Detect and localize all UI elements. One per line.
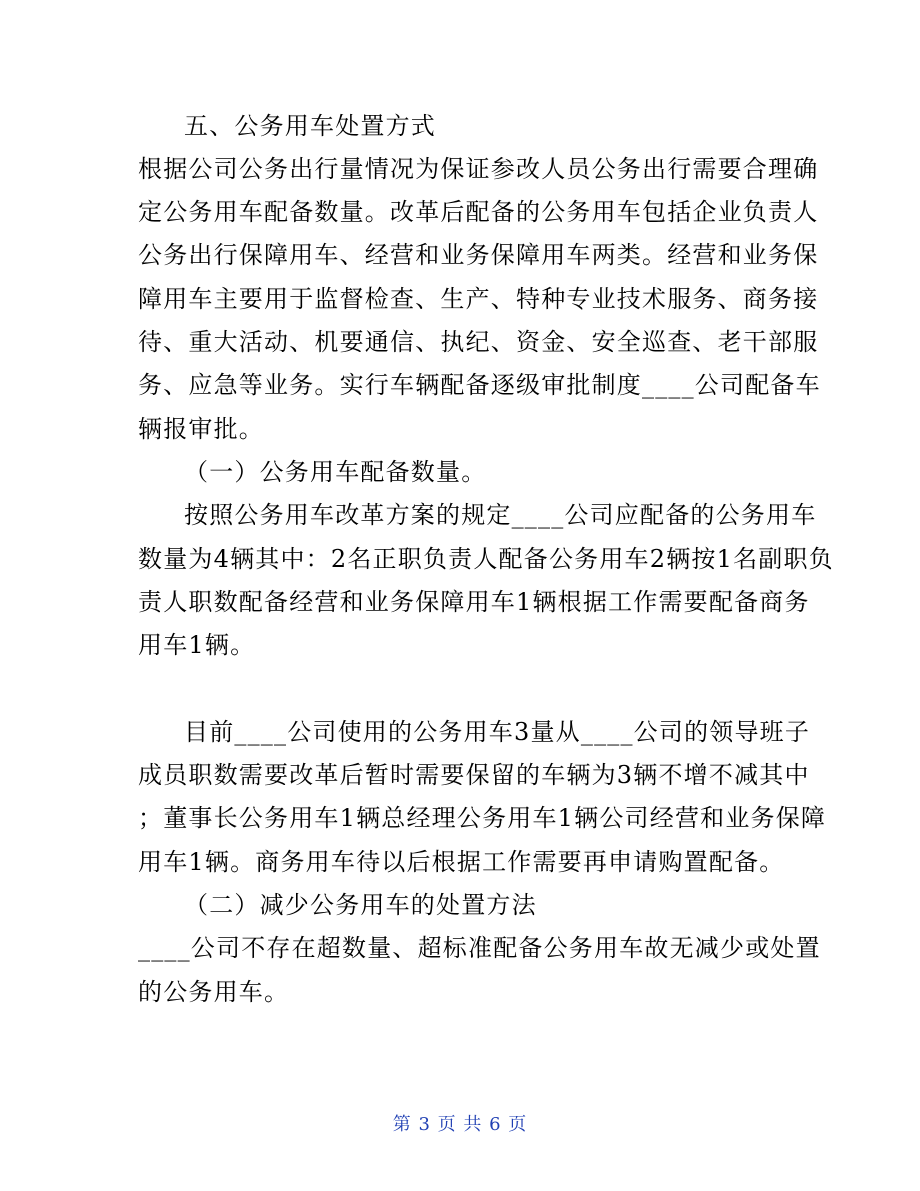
paragraph-line: 数量为4辆其中：2名正职负责人配备公务用车2辆按1名副职负 [138, 545, 834, 573]
paragraph-line: 成员职数需要改革后暂时需要保留的车辆为3辆不增不减其中 [138, 761, 810, 789]
paragraph-line: 按照公务用车改革方案的规定____公司应配备的公务用车 [184, 501, 817, 529]
paragraph-line: 待、重大活动、机要通信、执纪、资金、安全巡查、老干部服 [138, 328, 819, 356]
paragraph-line: 辆报审批。 [138, 415, 264, 443]
paragraph-line: ____公司不存在超数量、超标准配备公务用车故无减少或处置 [138, 934, 821, 962]
paragraph-line: ；董事长公务用车1辆总经理公务用车1辆公司经营和业务保障 [138, 804, 827, 832]
paragraph-line: 公务出行保障用车、经营和业务保障用车两类。经营和业务保 [138, 241, 819, 269]
paragraph-line: 责人职数配备经营和业务保障用车1辆根据工作需要配备商务 [138, 588, 810, 616]
paragraph-line: 务、应急等业务。实行车辆配备逐级审批制度____公司配备车 [138, 371, 821, 399]
page-number-footer: 第 3 页 共 6 页 [392, 1114, 528, 1135]
paragraph-line: 的公务用车。 [138, 978, 290, 1006]
paragraph-line: 用车1辆。 [138, 631, 256, 659]
paragraph-line: 定公务用车配备数量。改革后配备的公务用车包括企业负责人 [138, 198, 819, 226]
subsection-heading: （一）公务用车配备数量。 [184, 458, 487, 486]
subsection-heading: （二）减少公务用车的处置方法 [184, 891, 537, 919]
paragraph-line: 根据公司公务出行量情况为保证参改人员公务出行需要合理确 [138, 155, 819, 183]
section-heading: 五、公务用车处置方式 [184, 112, 436, 140]
paragraph-line: 用车1辆。商务用车待以后根据工作需要再申请购置配备。 [138, 848, 785, 876]
paragraph-line: 目前____公司使用的公务用车3量从____公司的领导班子 [184, 718, 811, 746]
paragraph-line: 障用车主要用于监督检查、生产、特种专业技术服务、商务接 [138, 285, 819, 313]
